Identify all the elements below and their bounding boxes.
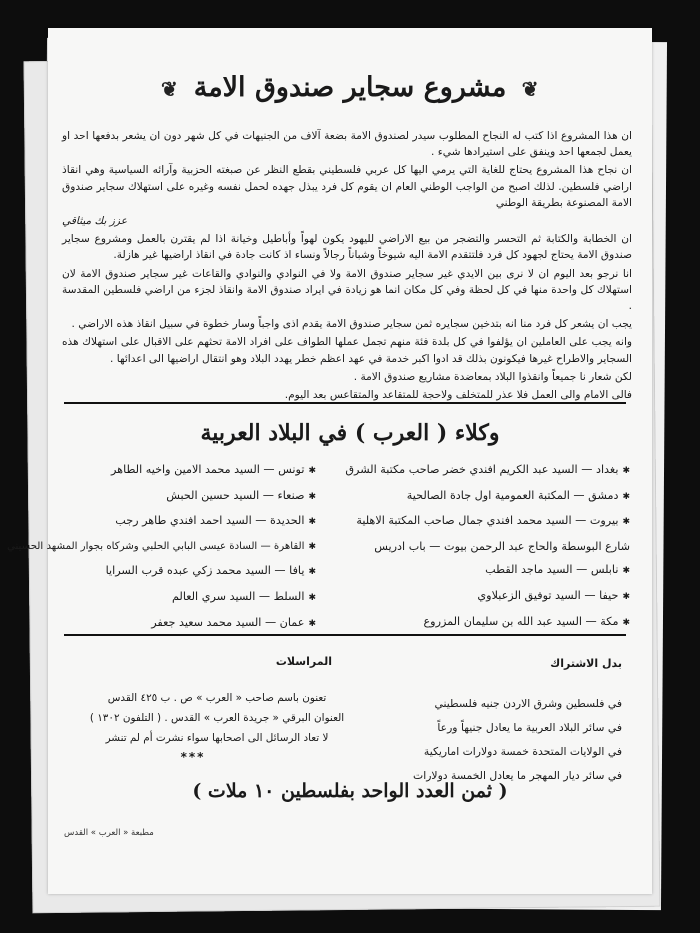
ornament-left-icon: ❦ <box>521 76 539 101</box>
bullet-star-icon: ✱ <box>308 541 316 552</box>
bullet-star-icon: ✱ <box>622 566 630 577</box>
agent-item: ✱السلط — السيد سري العالم <box>171 589 316 603</box>
agent-item: ✱الحديدة — السيد احمد افندي طاهر رجب <box>115 514 316 528</box>
intro-paragraph: لكن شعار نا جميعاً وانقذوا البلاد بمعاضدة مشاريع صندوق الامة . <box>353 370 632 383</box>
bullet-star-icon: ✱ <box>622 517 630 528</box>
subscription-title: بدل الاشتراك <box>550 657 622 670</box>
bullet-star-icon: ✱ <box>622 491 630 502</box>
intro-paragraph: يجب ان يشعر كل فرد منا انه بتدخين سجايره ثمن سجاير صندوق الامة يقدم اذى واجباً وسار خطوة في سبيل انقاذ هذه الاراضي . <box>71 318 632 331</box>
section-divider <box>64 402 626 404</box>
correspondence-title: المراسلات <box>275 655 332 668</box>
agent-item: ✱عمان — السيد محمد سعيد جعفر <box>151 615 316 629</box>
agents-title: وكلاء ( العرب ) في البلاد العربية <box>200 420 500 446</box>
newspaper-page <box>6 28 652 894</box>
intro-paragraph: ان الخطابة والكتابة ثم التحسر والتضجر من بيع الاراضي لليهود يكون لهواً وأباطيل وخيانة اذا لم يقترن بالعمل ومشروع سجاير صندوق الامة يحتاج لجهود كل فرد فلتتقدم الامة اليه شيوخاً وشباناً رجالاً ونساء اذ كانت جادة في انقاذ اراضيها غير هازلة. <box>62 233 632 262</box>
bullet-star-icon: ✱ <box>622 617 630 628</box>
intro-paragraph: ان هذا المشروع اذا كتب له النجاح المطلوب سيدر لصندوق الامة بضعة آلاف من الجنيهات في كل شهر دون ان يشعر بدفعها احد او يعمل لجمعها احد وينفق على استيرادها شيء . <box>62 130 632 159</box>
agent-item: ✱نابلس — السيد ماجد القطب <box>485 563 630 577</box>
intro-paragraph: وانه يجب على العاملين ان يؤلفوا في كل بلدة فئة منهم تجمل عملها الطواف على افراد الامة تحثهم على الاقبال على استهلاك هذه السجاير والاطراح غيرها فيكونون بذلك قد ادوا اكبر خدمة في عهد اعظم خطر يهدد البلاد وهو انتقال اراضيها الى اعدائها . <box>62 336 632 365</box>
bullet-star-icon: ✱ <box>308 466 316 476</box>
subscription-line: في الولايات المتحدة خمسة دولارات اماريكية <box>423 745 622 758</box>
correspondence-box <box>82 652 352 748</box>
subscription-line: في سائر البلاد العربية ما يعادل جنيهاً ورعاً <box>437 721 622 734</box>
intro-paragraph: انا نرجو بعد اليوم ان لا نرى بين الايدي غير سجاير صندوق الامة ولا في النوادي والنوادي والقاعات غير سجاير صندوق الامة لان استهلاك كل واحدة منها في كل لحظة وفي كل مكان انما هو زيادة في ايراد صندوق الامة وانقاذ لجزء من اراضي فلسطين المقدسة . <box>62 267 632 313</box>
subscription-line: في فلسطين وشرق الاردن جنيه فلسطيني <box>434 697 622 710</box>
intro-article <box>62 128 632 405</box>
bullet-star-icon: ✱ <box>308 567 316 578</box>
section-divider <box>64 634 626 636</box>
agent-item: ✱صنعاء — السيد حسين الحبش <box>166 488 316 502</box>
intro-paragraph: عزز بك ميثاقي <box>62 215 128 228</box>
agent-item: ✱تونس — السيد محمد الامين واخيه الطاهر <box>111 463 316 476</box>
issue-price: ( ثمن العدد الواحد بفلسطين ١٠ ملات ) <box>192 780 508 802</box>
correspondence-line: العنوان البرقي « جريدة العرب » القدس . ( التلفون ١٣٠٢ ) <box>89 712 345 724</box>
agents-list-right <box>330 458 630 635</box>
bullet-star-icon: ✱ <box>308 618 316 629</box>
subscription-line: في سائر ديار المهجر ما يعادل الخمسة دولارات <box>413 769 622 782</box>
agents-list-left <box>6 458 316 636</box>
agent-item: ✱بغداد — السيد عبد الكريم افندي خضر صاحب مكتبة الشرق <box>345 463 630 476</box>
page-title-row <box>48 72 652 103</box>
correspondence-line: لا تعاد الرسائل الى اصحابها سواء نشرت أم لم تنشر <box>105 732 329 744</box>
separator-stars: *** <box>180 750 206 764</box>
bullet-star-icon: ✱ <box>308 491 316 502</box>
agent-item: ✱يافا — السيد محمد زكي عبده قرب السرايا <box>105 564 316 578</box>
agent-item: ✱القاهرة — السادة عيسى البابي الحلبي وشركاه بجوار المشهد الحسيني <box>6 540 316 552</box>
page-title: مشروع سجاير صندوق الامة <box>193 72 507 103</box>
correspondence-line: تعنون باسم صاحب « العرب » ص . ب ٤٢٥ القدس <box>107 692 327 704</box>
intro-paragraph: ان نجاح هذا المشروع يحتاج للغاية التي يرمي اليها كل عربي فلسطيني بقطع النظر عن صبغته الحزبية وآرائه السياسية وهي انقاذ اراضي فلسطين. لذلك اصبح من الواجب الوطني العام ان يقوم كل فرد يبذل جهده لحمل نفسه وغيره على استهلاك سجاير صندوق الامة المصنوعة بطريقة الوطني <box>62 164 632 209</box>
agent-item: ✱مكة — السيد عبد الله بن سليمان المزروع <box>423 614 630 628</box>
agent-item: شارع البوسطة والحاج عبد الرحمن بيوت — باب ادريس <box>374 539 630 553</box>
subscription-box <box>382 652 622 788</box>
bullet-star-icon: ✱ <box>308 517 316 528</box>
agent-item: ✱بيروت — السيد محمد افندي جمال صاحب المكتبة الاهلية <box>356 514 630 528</box>
bullet-star-icon: ✱ <box>308 592 316 603</box>
bullet-star-icon: ✱ <box>622 591 630 602</box>
intro-paragraph: فالى الامام والى العمل فلا عذر للمتخلف ولاحجة للمتقاعد والمتقاعس بعد اليوم. <box>284 389 632 402</box>
bullet-star-icon: ✱ <box>622 466 630 476</box>
agent-item: ✱دمشق — المكتبة العمومية اول جادة الصالحية <box>406 488 630 502</box>
agent-item: ✱حيفا — السيد توفيق الزعبلاوي <box>477 588 630 602</box>
ornament-right-icon: ❦ <box>161 76 179 101</box>
printer-footnote: مطبعة « العرب » القدس <box>64 828 154 838</box>
